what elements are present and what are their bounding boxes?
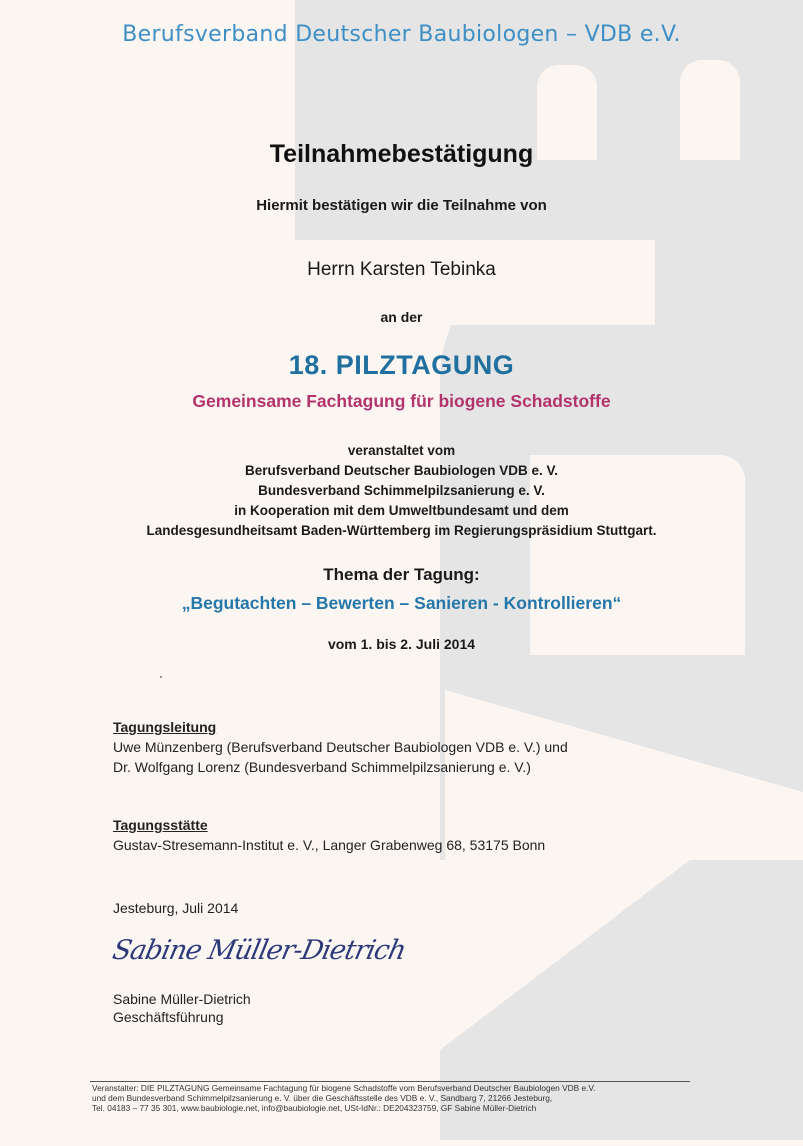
signature: Sabine Müller-Dietrich — [109, 935, 409, 966]
leadership-heading: Tagungsleitung — [113, 719, 217, 735]
theme-text: „Begutachten – Bewerten – Sanieren - Kontrollieren“ — [181, 593, 622, 613]
connector-text: an der — [380, 309, 423, 325]
organizers-line: Landesgesundheitsamt Baden-Württemberg im Regierungspräsidium Stuttgart. — [146, 523, 657, 538]
organizers-line: Berufsverband Deutscher Baubiologen VDB e. V. — [244, 463, 559, 478]
certificate-title: Teilnahmebestätigung — [269, 140, 534, 168]
organizers-block — [0, 441, 803, 541]
organizers-line: in Kooperation mit dem Umweltbundesamt und dem — [234, 503, 569, 518]
footer-line: und dem Bundesverband Schimmelpilzsanierung e. V. über die Geschäftsstelle des VDB e. V., Sandbarg 7, 21266 Jesteburg, — [92, 1093, 553, 1103]
footer-divider — [90, 1081, 690, 1082]
footer — [92, 1083, 595, 1113]
theme-label: Thema der Tagung: — [323, 565, 480, 584]
signer-name: Sabine Müller-Dietrich — [113, 991, 251, 1007]
event-subtitle: Gemeinsame Fachtagung für biogene Schadstoffe — [192, 391, 611, 411]
footer-line: Veranstalter: DIE PILZTAGUNG Gemeinsame Fachtagung für biogene Schadstoffe vom Berufsverband Deutscher Baubiologen VDB e.V. — [92, 1083, 596, 1093]
participant-name: Herrn Karsten Tebinka — [307, 259, 496, 280]
organizers-line: veranstaltet vom — [347, 443, 456, 458]
signer-block — [113, 990, 251, 1026]
leadership-line: Dr. Wolfgang Lorenz (Bundesverband Schimmelpilzsanierung e. V.) — [113, 759, 531, 775]
event-name: 18. PILZTAGUNG — [288, 350, 515, 380]
venue-section — [113, 815, 545, 855]
venue-line: Gustav-Stresemann-Institut e. V., Langer Grabenweg 68, 53175 Bonn — [113, 837, 546, 853]
organization-header: Berufsverband Deutscher Baubiologen – VDB e.V. — [122, 22, 681, 47]
organizers-line: Bundesverband Schimmelpilzsanierung e. V. — [258, 483, 545, 498]
place-date: Jesteburg, Juli 2014 — [113, 900, 239, 916]
venue-heading: Tagungsstätte — [113, 817, 208, 833]
event-dates: vom 1. bis 2. Juli 2014 — [327, 636, 476, 652]
signer-role: Geschäftsführung — [113, 1009, 224, 1025]
footer-line: Tel. 04183 – 77 35 301, www.baubiologie.net, info@baubiologie.net, USt-IdNr.: DE204323759, GF Sabine Müller-Dietrich — [92, 1103, 537, 1113]
leadership-section — [113, 717, 568, 777]
intro-text: Hiermit bestätigen wir die Teilnahme von — [256, 197, 547, 214]
speck — [160, 676, 162, 678]
leadership-line: Uwe Münzenberg (Berufsverband Deutscher Baubiologen VDB e. V.) und — [113, 739, 568, 755]
